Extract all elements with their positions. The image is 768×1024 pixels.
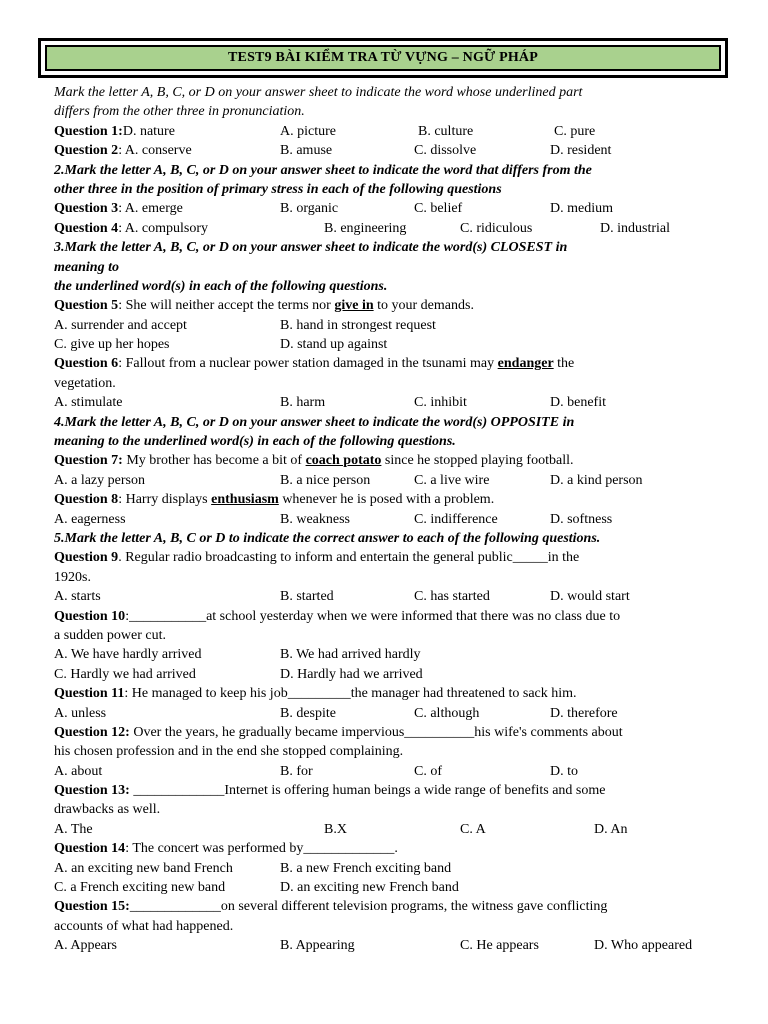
document-body	[54, 83, 722, 956]
question-label: Question 1:	[54, 123, 123, 139]
question-6-options	[54, 393, 722, 412]
question-14-options-row2	[54, 878, 722, 897]
option-b: B. harm	[280, 395, 326, 411]
question-7-options	[54, 471, 722, 490]
option-d: D. to	[550, 763, 578, 779]
question-7	[54, 451, 722, 470]
question-text-end: whenever he is posed with a problem.	[278, 492, 495, 508]
question-text-end: the	[553, 356, 575, 372]
question-1	[54, 122, 722, 141]
option-d: D. therefore	[550, 705, 618, 721]
question-label: Question 9	[54, 550, 119, 566]
question-12-options	[54, 762, 722, 781]
question-11-options	[54, 704, 722, 723]
option-a: A. eagerness	[54, 511, 126, 527]
question-label: Question 5	[54, 298, 119, 314]
question-10-options-row2	[54, 665, 722, 684]
title-box	[38, 38, 728, 78]
option-b: B. amuse	[280, 143, 333, 159]
question-9-options	[54, 587, 722, 606]
section1-instruction: Mark the letter A, B, C, or D on your answer sheet to indicate the word whose underlined part	[54, 85, 583, 100]
question-6-cont: vegetation.	[54, 375, 116, 391]
option-c: C. ridiculous	[460, 220, 533, 236]
section1-instruction-cont: differs from the other three in pronunciation.	[54, 104, 305, 120]
question-label: Question 14	[54, 841, 126, 857]
option-c: C. Hardly we had arrived	[54, 666, 196, 682]
option-c: C. has started	[414, 589, 490, 605]
underlined-word: enthusiasm	[211, 492, 279, 508]
question-10-cont: a sudden power cut.	[54, 627, 166, 643]
question-text: _____________on several different television programs, the witness gave conflicting	[129, 899, 608, 915]
option-b: B. organic	[280, 201, 339, 217]
question-13-options	[54, 820, 722, 839]
question-8	[54, 490, 722, 509]
question-15-options	[54, 936, 722, 955]
question-label: Question 12:	[54, 724, 130, 740]
question-4	[54, 219, 722, 238]
question-10	[54, 607, 722, 626]
option-d: D. softness	[550, 511, 613, 527]
question-label: Question 10	[54, 608, 126, 624]
option-a: : A. emerge	[118, 201, 183, 217]
question-9	[54, 548, 722, 567]
question-text: : Harry displays	[118, 492, 212, 508]
option-a: A. unless	[54, 705, 107, 721]
option-b: B. a new French exciting band	[280, 860, 452, 876]
section5-instruction: 5.Mark the letter A, B, C or D to indicate the correct answer to each of the following questions.	[54, 530, 601, 546]
option-a: A. about	[54, 763, 103, 779]
option-b: B. engineering	[324, 220, 407, 236]
question-label: Question 7:	[54, 453, 123, 469]
option-c: C. inhibit	[414, 395, 467, 411]
option-a: A. an exciting new band French	[54, 860, 233, 876]
option-d: D. a kind person	[550, 472, 643, 488]
section2-instruction: 2.Mark the letter A, B, C, or D on your answer sheet to indicate the word that differs from the	[54, 162, 592, 178]
option-a: : A. compulsory	[118, 220, 209, 236]
option-a: A. Appears	[54, 938, 117, 954]
question-text: Over the years, he gradually became impervious__________his wife's comments about	[129, 724, 623, 740]
question-text: : She will neither accept the terms nor	[118, 298, 335, 314]
option-a: A. We have hardly arrived	[54, 647, 202, 663]
option-a: A. starts	[54, 589, 101, 605]
underlined-word: give in	[334, 298, 374, 314]
option-b: B. a nice person	[280, 472, 371, 488]
section3-instruction-cont2: the underlined word(s) in each of the following questions.	[54, 278, 388, 294]
question-label: Question 4	[54, 220, 119, 236]
question-10-options-row1	[54, 645, 722, 664]
option-d: D. benefit	[550, 395, 606, 411]
question-5-options-row2	[54, 335, 722, 354]
underlined-word: coach potato	[305, 453, 382, 469]
question-14-options-row1	[54, 859, 722, 878]
option-c: C. dissolve	[414, 143, 477, 159]
question-11	[54, 684, 722, 703]
question-15	[54, 897, 722, 916]
underlined-word: endanger	[497, 356, 554, 372]
question-label: Question 6	[54, 356, 119, 372]
question-text: : The concert was performed by_____________.	[125, 841, 398, 857]
question-13	[54, 781, 722, 800]
option-d: D. industrial	[600, 220, 670, 236]
section3-instruction: 3.Mark the letter A, B, C, or D on your answer sheet to indicate the word(s) CLOSEST in	[54, 240, 568, 256]
option-b: B. Appearing	[280, 938, 355, 954]
option-c: C. although	[414, 705, 480, 721]
question-label: Question 3	[54, 201, 119, 217]
question-14	[54, 839, 722, 858]
option-d: D. stand up against	[280, 337, 388, 353]
question-label: Question 8	[54, 492, 119, 508]
question-label: Question 2	[54, 143, 119, 159]
section4-instruction: 4.Mark the letter A, B, C, or D on your answer sheet to indicate the word(s) OPPOSITE in	[54, 414, 575, 430]
option-c: B. culture	[418, 123, 474, 139]
question-3	[54, 199, 722, 218]
option-a: : A. conserve	[118, 143, 192, 159]
option-c: C. He appears	[460, 938, 539, 954]
section2-instruction-cont: other three in the position of primary stress in each of the following questions	[54, 181, 502, 197]
option-d: D. would start	[550, 589, 630, 605]
option-d: C. pure	[554, 123, 596, 139]
option-d: D. medium	[550, 201, 613, 217]
option-b: A. picture	[280, 123, 336, 139]
question-text: :___________at school yesterday when we were informed that there was no class due to	[125, 608, 621, 624]
option-a: A. The	[54, 821, 93, 837]
option-b: B. for	[280, 763, 313, 779]
option-a: A. stimulate	[54, 395, 123, 411]
option-b: B. weakness	[280, 511, 350, 527]
question-9-cont: 1920s.	[54, 569, 91, 585]
question-2	[54, 141, 722, 160]
question-text: My brother has become a bit of	[122, 453, 306, 469]
option-c: C. a live wire	[414, 472, 490, 488]
option-d: D. an exciting new French band	[280, 880, 459, 896]
question-5-options-row1	[54, 316, 722, 335]
question-label: Question 13:	[54, 783, 130, 799]
question-text: : Fallout from a nuclear power station damaged in the tsunami may	[118, 356, 498, 372]
option-d: D. resident	[550, 143, 612, 159]
option-b: B. hand in strongest request	[280, 317, 436, 333]
question-label: Question 15:	[54, 899, 130, 915]
option-d: D. Hardly had we arrived	[280, 666, 423, 682]
question-6	[54, 354, 722, 373]
option-a: A. surrender and accept	[54, 317, 187, 333]
question-label: Question 11	[54, 686, 125, 702]
option-c: C. of	[414, 763, 442, 779]
option-c: C. a French exciting new band	[54, 880, 226, 896]
option-c: C. give up her hopes	[54, 337, 170, 353]
option-c: C. indifference	[414, 511, 498, 527]
question-text-end: to your demands.	[373, 298, 474, 314]
question-text: . Regular radio broadcasting to inform and entertain the general public_____in the	[118, 550, 580, 566]
option-d: D. Who appeared	[594, 938, 693, 954]
option-b: B. despite	[280, 705, 336, 721]
question-text-end: since he stopped playing football.	[381, 453, 574, 469]
question-8-options	[54, 510, 722, 529]
question-15-cont: accounts of what had happened.	[54, 918, 234, 934]
question-13-cont: drawbacks as well.	[54, 802, 161, 818]
question-12	[54, 723, 722, 742]
section3-instruction-cont: meaning to	[54, 259, 119, 275]
option-a: A. a lazy person	[54, 472, 145, 488]
question-text: _____________Internet is offering human beings a wide range of benefits and some	[129, 783, 606, 799]
page-title: TEST9 BÀI KIỂM TRA TỪ VỰNG – NGỮ PHÁP	[45, 45, 721, 71]
question-12-cont: his chosen profession and in the end she stopped complaining.	[54, 744, 404, 760]
section4-instruction-cont: meaning to the underlined word(s) in each of the following questions.	[54, 434, 456, 450]
option-b: B. We had arrived hardly	[280, 647, 421, 663]
option-b: B.X	[324, 821, 347, 837]
question-text: : He managed to keep his job_________the manager had threatened to sack him.	[124, 686, 577, 702]
option-a: D. nature	[122, 123, 175, 139]
option-c: C. A	[460, 821, 486, 837]
option-d: D. An	[594, 821, 628, 837]
option-c: C. belief	[414, 201, 463, 217]
option-b: B. started	[280, 589, 334, 605]
question-5	[54, 296, 722, 315]
